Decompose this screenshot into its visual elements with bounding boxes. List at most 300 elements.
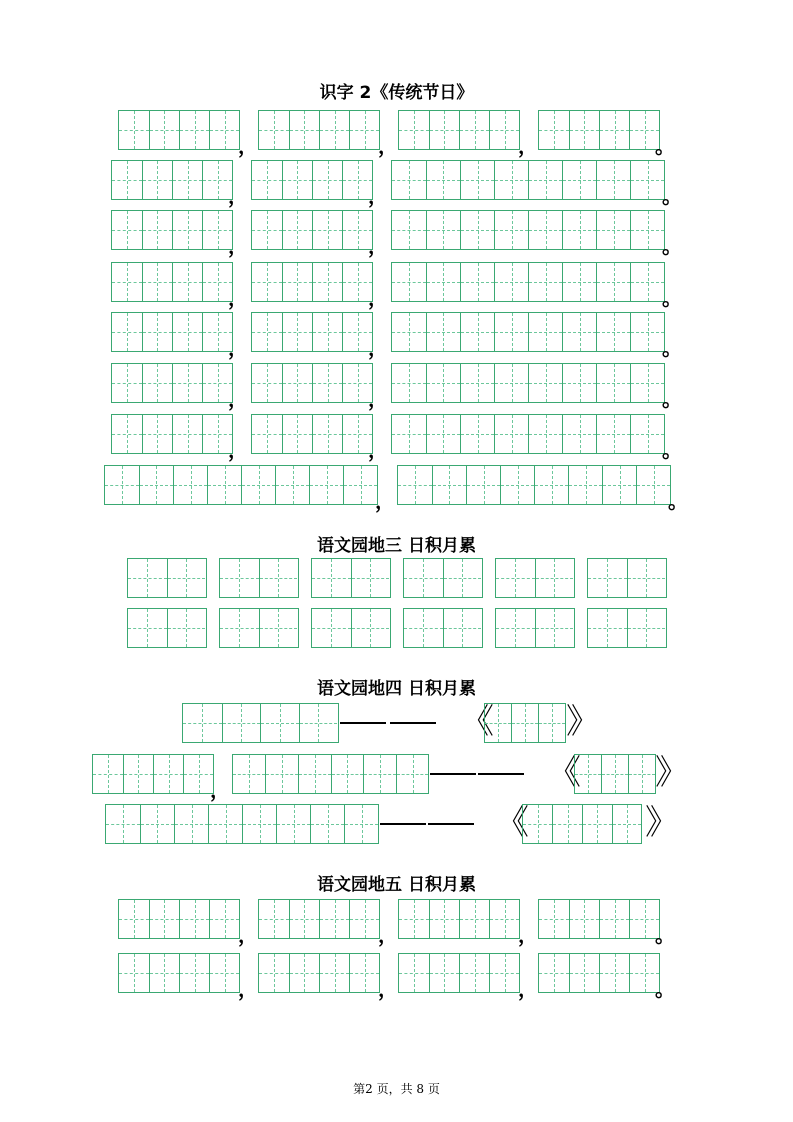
grid-cell[interactable] bbox=[562, 263, 596, 301]
grid-cell[interactable] bbox=[139, 466, 173, 504]
comma-mark: ， bbox=[368, 336, 388, 360]
grid-cell[interactable] bbox=[528, 211, 562, 249]
grid-cell[interactable] bbox=[172, 415, 202, 453]
grid-cell[interactable] bbox=[630, 211, 664, 249]
comma-mark: ， bbox=[378, 134, 398, 158]
grid-cell[interactable] bbox=[128, 609, 167, 647]
grid-cell[interactable] bbox=[349, 954, 379, 992]
grid-cell[interactable] bbox=[443, 609, 482, 647]
grid-cell[interactable] bbox=[404, 559, 443, 597]
grid-cell[interactable] bbox=[252, 161, 282, 199]
grid-cell[interactable] bbox=[112, 263, 142, 301]
grid-cell[interactable] bbox=[602, 466, 636, 504]
grid-cell[interactable] bbox=[599, 954, 629, 992]
grid-cell[interactable] bbox=[142, 364, 172, 402]
grid-cell[interactable] bbox=[119, 954, 149, 992]
grid-cell[interactable] bbox=[588, 559, 627, 597]
grid-cell[interactable] bbox=[142, 415, 172, 453]
grid-cell[interactable] bbox=[569, 954, 599, 992]
grid-cell[interactable] bbox=[528, 415, 562, 453]
grid-cell[interactable] bbox=[289, 111, 319, 149]
grid-cell[interactable] bbox=[207, 466, 241, 504]
grid-cell[interactable] bbox=[289, 900, 319, 938]
period-mark: 。 bbox=[655, 923, 675, 947]
grid-cell[interactable] bbox=[489, 954, 519, 992]
grid-cell[interactable] bbox=[404, 609, 443, 647]
writing-grid[interactable] bbox=[484, 703, 566, 743]
comma-mark: ， bbox=[210, 778, 230, 802]
grid-cell[interactable] bbox=[627, 609, 666, 647]
grid-cell[interactable] bbox=[241, 466, 275, 504]
grid-cell[interactable] bbox=[282, 263, 312, 301]
grid-cell[interactable] bbox=[500, 466, 534, 504]
grid-cell[interactable] bbox=[630, 313, 664, 351]
section-title-shizi-2: 识字 2《传统节日》 bbox=[319, 83, 474, 103]
dash-line bbox=[430, 773, 476, 775]
grid-cell[interactable] bbox=[429, 111, 459, 149]
grid-cell[interactable] bbox=[460, 263, 494, 301]
grid-cell[interactable] bbox=[460, 415, 494, 453]
grid-cell[interactable] bbox=[562, 415, 596, 453]
grid-cell[interactable] bbox=[252, 415, 282, 453]
grid-cell[interactable] bbox=[149, 900, 179, 938]
grid-cell[interactable] bbox=[312, 211, 342, 249]
dash-line bbox=[428, 823, 474, 825]
comma-mark: ， bbox=[228, 387, 248, 411]
grid-cell[interactable] bbox=[167, 609, 206, 647]
period-mark: 。 bbox=[662, 234, 682, 258]
comma-mark: ， bbox=[368, 438, 388, 462]
grid-cell[interactable] bbox=[601, 755, 628, 793]
writing-grid[interactable] bbox=[105, 804, 379, 844]
grid-cell[interactable] bbox=[539, 900, 569, 938]
section-title-yuwen-yuandi-5: 语文园地五 日积月累 bbox=[317, 875, 476, 895]
grid-cell[interactable] bbox=[426, 263, 460, 301]
grid-cell[interactable] bbox=[596, 415, 630, 453]
grid-cell[interactable] bbox=[523, 805, 552, 843]
grid-cell[interactable] bbox=[259, 111, 289, 149]
grid-cell[interactable] bbox=[569, 900, 599, 938]
grid-cell[interactable] bbox=[179, 954, 209, 992]
grid-cell[interactable] bbox=[349, 900, 379, 938]
writing-grid[interactable] bbox=[127, 608, 207, 648]
grid-cell[interactable] bbox=[209, 900, 239, 938]
comma-mark: ， bbox=[228, 438, 248, 462]
comma-mark: ， bbox=[238, 977, 258, 1001]
grid-cell[interactable] bbox=[562, 313, 596, 351]
grid-cell[interactable] bbox=[494, 211, 528, 249]
grid-cell[interactable] bbox=[252, 364, 282, 402]
grid-cell[interactable] bbox=[399, 900, 429, 938]
grid-cell[interactable] bbox=[539, 954, 569, 992]
grid-cell[interactable] bbox=[636, 466, 670, 504]
grid-cell[interactable] bbox=[494, 415, 528, 453]
grid-cell[interactable] bbox=[112, 161, 142, 199]
writing-grid[interactable] bbox=[219, 608, 299, 648]
grid-cell[interactable] bbox=[119, 111, 149, 149]
grid-cell[interactable] bbox=[460, 161, 494, 199]
grid-cell[interactable] bbox=[349, 111, 379, 149]
grid-cell[interactable] bbox=[259, 954, 289, 992]
grid-cell[interactable] bbox=[112, 364, 142, 402]
grid-cell[interactable] bbox=[426, 161, 460, 199]
grid-cell[interactable] bbox=[331, 755, 364, 793]
grid-cell[interactable] bbox=[153, 755, 183, 793]
comma-mark: ， bbox=[375, 489, 395, 513]
grid-cell[interactable] bbox=[426, 313, 460, 351]
grid-cell[interactable] bbox=[426, 415, 460, 453]
writing-grid[interactable] bbox=[391, 414, 665, 454]
comma-mark: ， bbox=[368, 387, 388, 411]
grid-cell[interactable] bbox=[630, 415, 664, 453]
grid-cell[interactable] bbox=[528, 364, 562, 402]
period-mark: 。 bbox=[655, 134, 675, 158]
comma-mark: ， bbox=[378, 923, 398, 947]
grid-cell[interactable] bbox=[612, 805, 642, 843]
grid-cell[interactable] bbox=[140, 805, 174, 843]
writing-grid[interactable] bbox=[391, 210, 665, 250]
grid-cell[interactable] bbox=[312, 364, 342, 402]
grid-cell[interactable] bbox=[319, 900, 349, 938]
grid-cell[interactable] bbox=[443, 559, 482, 597]
grid-cell[interactable] bbox=[392, 313, 426, 351]
grid-cell[interactable] bbox=[282, 313, 312, 351]
writing-grid[interactable] bbox=[118, 953, 240, 993]
grid-cell[interactable] bbox=[183, 755, 213, 793]
writing-grid[interactable] bbox=[587, 558, 667, 598]
writing-grid[interactable] bbox=[251, 363, 373, 403]
grid-cell[interactable] bbox=[399, 111, 429, 149]
grid-cell[interactable] bbox=[299, 704, 338, 742]
writing-grid[interactable] bbox=[538, 953, 660, 993]
grid-cell[interactable] bbox=[494, 364, 528, 402]
book-title-close-mark: 》 bbox=[645, 803, 679, 843]
grid-cell[interactable] bbox=[208, 805, 242, 843]
grid-cell[interactable] bbox=[392, 263, 426, 301]
grid-cell[interactable] bbox=[112, 415, 142, 453]
grid-cell[interactable] bbox=[596, 364, 630, 402]
grid-cell[interactable] bbox=[496, 559, 535, 597]
grid-cell[interactable] bbox=[259, 609, 298, 647]
writing-grid[interactable] bbox=[398, 110, 520, 150]
grid-cell[interactable] bbox=[252, 211, 282, 249]
grid-cell[interactable] bbox=[539, 111, 569, 149]
period-mark: 。 bbox=[662, 286, 682, 310]
grid-cell[interactable] bbox=[575, 755, 601, 793]
writing-grid[interactable] bbox=[111, 363, 233, 403]
comma-mark: ， bbox=[378, 977, 398, 1001]
grid-cell[interactable] bbox=[630, 364, 664, 402]
writing-grid[interactable] bbox=[111, 414, 233, 454]
writing-grid[interactable] bbox=[251, 414, 373, 454]
dash-line bbox=[478, 773, 524, 775]
grid-cell[interactable] bbox=[398, 466, 432, 504]
writing-grid[interactable] bbox=[118, 110, 240, 150]
period-mark: 。 bbox=[662, 438, 682, 462]
comma-mark: ， bbox=[228, 184, 248, 208]
grid-cell[interactable] bbox=[242, 805, 276, 843]
grid-cell[interactable] bbox=[392, 161, 426, 199]
grid-cell[interactable] bbox=[535, 609, 574, 647]
grid-cell[interactable] bbox=[496, 609, 535, 647]
grid-cell[interactable] bbox=[494, 161, 528, 199]
grid-cell[interactable] bbox=[312, 161, 342, 199]
writing-grid[interactable] bbox=[495, 558, 575, 598]
grid-cell[interactable] bbox=[106, 805, 140, 843]
grid-cell[interactable] bbox=[485, 704, 511, 742]
grid-cell[interactable] bbox=[460, 313, 494, 351]
grid-cell[interactable] bbox=[429, 954, 459, 992]
grid-cell[interactable] bbox=[142, 263, 172, 301]
grid-cell[interactable] bbox=[142, 211, 172, 249]
grid-cell[interactable] bbox=[399, 954, 429, 992]
writing-grid[interactable] bbox=[538, 899, 660, 939]
writing-grid[interactable] bbox=[495, 608, 575, 648]
grid-cell[interactable] bbox=[179, 900, 209, 938]
grid-cell[interactable] bbox=[128, 559, 167, 597]
dash-line bbox=[390, 722, 436, 724]
grid-cell[interactable] bbox=[259, 900, 289, 938]
grid-cell[interactable] bbox=[282, 364, 312, 402]
dash-line bbox=[380, 823, 426, 825]
writing-grid[interactable] bbox=[403, 558, 483, 598]
writing-grid[interactable] bbox=[251, 160, 373, 200]
grid-cell[interactable] bbox=[319, 111, 349, 149]
grid-cell[interactable] bbox=[174, 805, 208, 843]
grid-cell[interactable] bbox=[596, 263, 630, 301]
grid-cell[interactable] bbox=[309, 466, 343, 504]
grid-cell[interactable] bbox=[363, 755, 396, 793]
grid-cell[interactable] bbox=[588, 609, 627, 647]
grid-cell[interactable] bbox=[105, 466, 139, 504]
grid-cell[interactable] bbox=[460, 364, 494, 402]
grid-cell[interactable] bbox=[289, 954, 319, 992]
writing-grid[interactable] bbox=[391, 363, 665, 403]
grid-cell[interactable] bbox=[562, 211, 596, 249]
writing-grid[interactable] bbox=[397, 465, 671, 505]
comma-mark: ， bbox=[368, 286, 388, 310]
grid-cell[interactable] bbox=[627, 559, 666, 597]
grid-cell[interactable] bbox=[220, 559, 259, 597]
grid-cell[interactable] bbox=[562, 161, 596, 199]
writing-grid[interactable] bbox=[251, 312, 373, 352]
grid-cell[interactable] bbox=[119, 900, 149, 938]
period-mark: 。 bbox=[668, 489, 688, 513]
section-title-yuwen-yuandi-4: 语文园地四 日积月累 bbox=[317, 679, 476, 699]
writing-grid[interactable] bbox=[311, 558, 391, 598]
writing-grid[interactable] bbox=[111, 210, 233, 250]
grid-cell[interactable] bbox=[298, 755, 331, 793]
grid-cell[interactable] bbox=[220, 609, 259, 647]
grid-cell[interactable] bbox=[259, 559, 298, 597]
writing-grid[interactable] bbox=[398, 953, 520, 993]
grid-cell[interactable] bbox=[582, 805, 612, 843]
grid-cell[interactable] bbox=[599, 111, 629, 149]
writing-grid[interactable] bbox=[538, 110, 660, 150]
grid-cell[interactable] bbox=[167, 559, 206, 597]
comma-mark: ， bbox=[368, 184, 388, 208]
grid-cell[interactable] bbox=[173, 466, 207, 504]
grid-cell[interactable] bbox=[142, 313, 172, 351]
grid-cell[interactable] bbox=[112, 211, 142, 249]
writing-grid[interactable] bbox=[258, 110, 380, 150]
comma-mark: ， bbox=[228, 336, 248, 360]
writing-grid[interactable] bbox=[182, 703, 339, 743]
grid-cell[interactable] bbox=[93, 755, 123, 793]
grid-cell[interactable] bbox=[432, 466, 466, 504]
writing-grid[interactable] bbox=[574, 754, 656, 794]
grid-cell[interactable] bbox=[351, 559, 390, 597]
period-mark: 。 bbox=[662, 387, 682, 411]
grid-cell[interactable] bbox=[312, 559, 351, 597]
writing-grid[interactable] bbox=[403, 608, 483, 648]
grid-cell[interactable] bbox=[392, 211, 426, 249]
writing-grid[interactable] bbox=[391, 262, 665, 302]
writing-grid[interactable] bbox=[391, 312, 665, 352]
grid-cell[interactable] bbox=[494, 313, 528, 351]
grid-cell[interactable] bbox=[343, 466, 377, 504]
grid-cell[interactable] bbox=[252, 313, 282, 351]
book-title-open-mark: 《 bbox=[495, 803, 529, 843]
grid-cell[interactable] bbox=[183, 704, 222, 742]
grid-cell[interactable] bbox=[209, 954, 239, 992]
section-title-yuwen-yuandi-3: 语文园地三 日积月累 bbox=[317, 536, 476, 556]
grid-cell[interactable] bbox=[112, 313, 142, 351]
grid-cell[interactable] bbox=[426, 364, 460, 402]
writing-grid[interactable] bbox=[92, 754, 214, 794]
grid-cell[interactable] bbox=[233, 755, 265, 793]
page-footer: 第2 页，共 8 页 bbox=[353, 1082, 440, 1096]
comma-mark: ， bbox=[368, 234, 388, 258]
grid-cell[interactable] bbox=[599, 900, 629, 938]
grid-cell[interactable] bbox=[535, 559, 574, 597]
grid-cell[interactable] bbox=[489, 111, 519, 149]
grid-cell[interactable] bbox=[312, 415, 342, 453]
grid-cell[interactable] bbox=[172, 263, 202, 301]
grid-cell[interactable] bbox=[209, 111, 239, 149]
comma-mark: ， bbox=[518, 977, 538, 1001]
grid-cell[interactable] bbox=[568, 466, 602, 504]
comma-mark: ， bbox=[518, 923, 538, 947]
writing-grid[interactable] bbox=[111, 262, 233, 302]
grid-cell[interactable] bbox=[149, 111, 179, 149]
grid-cell[interactable] bbox=[459, 900, 489, 938]
book-title-open-mark: 《 bbox=[547, 753, 581, 793]
writing-grid[interactable] bbox=[391, 160, 665, 200]
grid-cell[interactable] bbox=[172, 313, 202, 351]
period-mark: 。 bbox=[662, 336, 682, 360]
grid-cell[interactable] bbox=[282, 161, 312, 199]
grid-cell[interactable] bbox=[351, 609, 390, 647]
writing-grid[interactable] bbox=[232, 754, 429, 794]
grid-cell[interactable] bbox=[172, 364, 202, 402]
writing-grid[interactable] bbox=[398, 899, 520, 939]
writing-grid[interactable] bbox=[251, 262, 373, 302]
writing-grid[interactable] bbox=[104, 465, 378, 505]
grid-cell[interactable] bbox=[528, 263, 562, 301]
grid-cell[interactable] bbox=[396, 755, 429, 793]
grid-cell[interactable] bbox=[222, 704, 261, 742]
comma-mark: ， bbox=[238, 923, 258, 947]
writing-grid[interactable] bbox=[311, 608, 391, 648]
grid-cell[interactable] bbox=[489, 900, 519, 938]
writing-grid[interactable] bbox=[258, 953, 380, 993]
writing-grid[interactable] bbox=[111, 312, 233, 352]
writing-grid[interactable] bbox=[118, 899, 240, 939]
grid-cell[interactable] bbox=[534, 466, 568, 504]
grid-cell[interactable] bbox=[459, 954, 489, 992]
grid-cell[interactable] bbox=[628, 755, 655, 793]
grid-cell[interactable] bbox=[312, 263, 342, 301]
grid-cell[interactable] bbox=[252, 263, 282, 301]
grid-cell[interactable] bbox=[429, 900, 459, 938]
grid-cell[interactable] bbox=[630, 263, 664, 301]
grid-cell[interactable] bbox=[260, 704, 299, 742]
grid-cell[interactable] bbox=[179, 111, 209, 149]
comma-mark: ， bbox=[228, 286, 248, 310]
writing-grid[interactable] bbox=[251, 210, 373, 250]
grid-cell[interactable] bbox=[562, 364, 596, 402]
grid-cell[interactable] bbox=[426, 211, 460, 249]
grid-cell[interactable] bbox=[528, 161, 562, 199]
grid-cell[interactable] bbox=[392, 415, 426, 453]
grid-cell[interactable] bbox=[630, 161, 664, 199]
grid-cell[interactable] bbox=[275, 466, 309, 504]
grid-cell[interactable] bbox=[142, 161, 172, 199]
period-mark: 。 bbox=[662, 184, 682, 208]
writing-grid[interactable] bbox=[587, 608, 667, 648]
grid-cell[interactable] bbox=[596, 161, 630, 199]
grid-cell[interactable] bbox=[459, 111, 489, 149]
grid-cell[interactable] bbox=[310, 805, 344, 843]
writing-grid[interactable] bbox=[219, 558, 299, 598]
grid-cell[interactable] bbox=[282, 415, 312, 453]
grid-cell[interactable] bbox=[312, 609, 351, 647]
comma-mark: ， bbox=[238, 134, 258, 158]
grid-cell[interactable] bbox=[596, 313, 630, 351]
grid-cell[interactable] bbox=[511, 704, 538, 742]
grid-cell[interactable] bbox=[172, 211, 202, 249]
writing-grid[interactable] bbox=[111, 160, 233, 200]
grid-cell[interactable] bbox=[276, 805, 310, 843]
grid-cell[interactable] bbox=[282, 211, 312, 249]
grid-cell[interactable] bbox=[538, 704, 565, 742]
grid-cell[interactable] bbox=[312, 313, 342, 351]
comma-mark: ， bbox=[518, 134, 538, 158]
grid-cell[interactable] bbox=[392, 364, 426, 402]
book-title-open-mark: 《 bbox=[460, 702, 494, 742]
grid-cell[interactable] bbox=[319, 954, 349, 992]
grid-cell[interactable] bbox=[466, 466, 500, 504]
grid-cell[interactable] bbox=[552, 805, 582, 843]
writing-grid[interactable] bbox=[127, 558, 207, 598]
grid-cell[interactable] bbox=[569, 111, 599, 149]
grid-cell[interactable] bbox=[265, 755, 298, 793]
comma-mark: ， bbox=[228, 234, 248, 258]
writing-grid[interactable] bbox=[258, 899, 380, 939]
dash-line bbox=[340, 722, 386, 724]
grid-cell[interactable] bbox=[149, 954, 179, 992]
grid-cell[interactable] bbox=[494, 263, 528, 301]
grid-cell[interactable] bbox=[172, 161, 202, 199]
writing-grid[interactable] bbox=[522, 804, 642, 844]
grid-cell[interactable] bbox=[344, 805, 378, 843]
period-mark: 。 bbox=[655, 977, 675, 1001]
grid-cell[interactable] bbox=[528, 313, 562, 351]
grid-cell[interactable] bbox=[596, 211, 630, 249]
grid-cell[interactable] bbox=[123, 755, 153, 793]
grid-cell[interactable] bbox=[460, 211, 494, 249]
